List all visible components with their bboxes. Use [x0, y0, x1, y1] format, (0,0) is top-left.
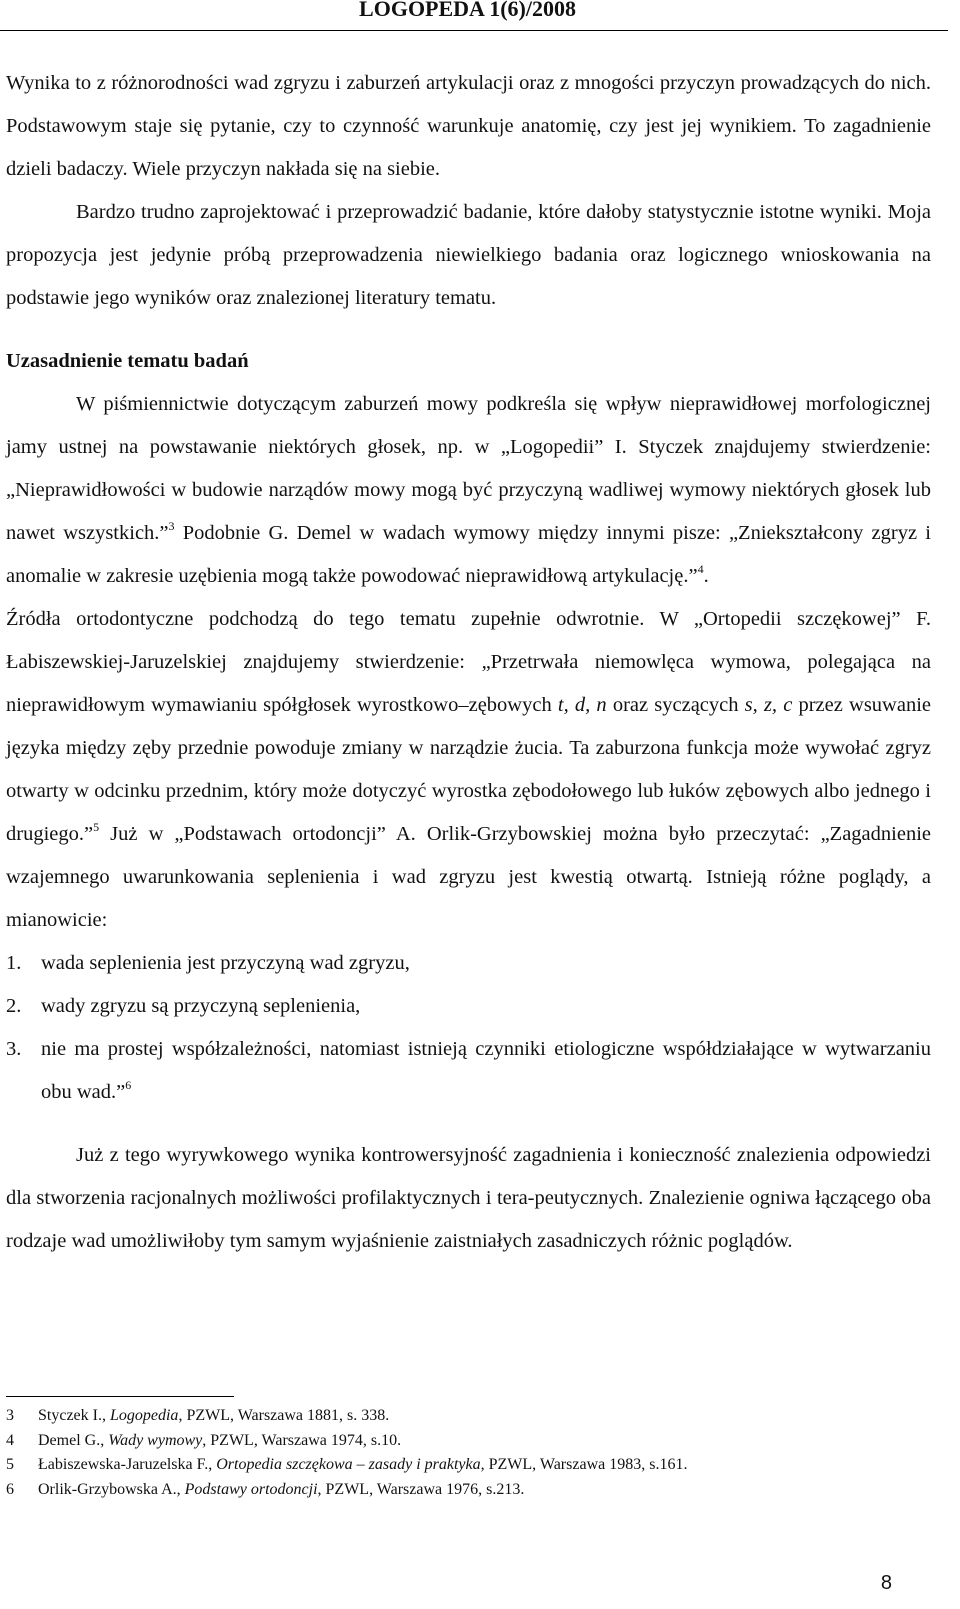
list-item — [6, 1028, 931, 1114]
footnote-title: Wady wymowy — [108, 1431, 203, 1449]
intro-paragraph-2: Bardzo trudno zaprojektować i przeprowadzić badanie, które dałoby statystycznie istotne wyniki. Moja propozycja jest jedynie próbą przeprowadzenia niewielkiego badania oraz logicznego wnioskowania na podstawie jego wyników oraz znalezionej literatury tematu. — [6, 201, 931, 309]
intro-paragraph-1: Wynika to z różnorodności wad zgryzu i zaburzeń artykulacji oraz z mnogości przyczyn prowadzących do nich. Podstawowym staje się pytanie, czy to czynność warunkuje anatomię, czy jest jej wynikiem. To zagadnienie dzieli badaczy. Wiele przyczyn nakłada się na siebie. — [6, 72, 931, 180]
footnote-details: , PZWL, Warszawa 1976, s.213. — [317, 1480, 525, 1498]
list-text: wady zgryzu są przyczyną seplenienia, — [41, 995, 361, 1017]
footnote-title: Logopedia — [109, 1407, 179, 1424]
section-paragraph-2 — [6, 598, 931, 942]
footnote-title: Ortopedia szczękowa – zasady i praktyka — [216, 1456, 481, 1473]
list-text: nie ma prostej współzależności, natomiast istnieją czynniki etiologiczne współdziałające w wytwarzaniu obu wad.” — [41, 1038, 931, 1103]
section-heading: Uzasadnienie tematu badań — [6, 350, 249, 372]
views-list — [6, 942, 931, 1114]
list-number: 2. — [6, 995, 22, 1017]
main-text — [6, 62, 931, 1263]
list-number: 3. — [6, 1038, 22, 1060]
footnote — [6, 1404, 931, 1429]
text-run: przez wsuwanie języka między zęby przednie powoduje zmiany w narządzie żucia. Ta zaburzona funkcja może wywołać zgryz otwarty w odcinku przednim, który może dotyczyć wyrostka zębodołowego lub łuków zębowych albo jednego i drugiego.” — [6, 694, 931, 845]
footnote-author: Łabiszewska-Jaruzelska F., — [38, 1456, 217, 1473]
text-run: Podobnie G. Demel w wadach wymowy między innymi pisze: „Zniekształcony zgryz i anomalie w zakresie uzębienia mogą także powodować nieprawidłową artykulację.” — [6, 522, 931, 587]
footnote — [6, 1478, 931, 1503]
footnote-number: 6 — [6, 1480, 14, 1498]
footnote-author: Orlik-Grzybowska A., — [38, 1480, 185, 1498]
footnote-ref-4: 4 — [697, 562, 704, 576]
text-run: W piśmiennictwie dotyczącym zaburzeń mowy podkreśla się wpływ nieprawidłowej morfologicznej jamy ustnej na powstawanie niektórych głosek, np. w „Logopedii” I. Styczek znajdujemy stwierdzenie: „Nieprawidłowości w budowie narządów mowy mogą być przyczyną wadliwej wymowy niektórych głosek lub nawet wszystkich.” — [6, 393, 931, 544]
footnote — [6, 1429, 931, 1454]
footnote — [6, 1453, 931, 1478]
list-item — [6, 985, 931, 1028]
section-paragraph-1 — [6, 383, 931, 598]
footnote-number: 4 — [6, 1431, 14, 1449]
footnote-details: , PZWL, Warszawa 1974, s.10. — [202, 1431, 402, 1449]
footnote-number: 5 — [6, 1456, 14, 1473]
text-run: oraz syczących — [606, 694, 745, 716]
footnote-author: Styczek I., — [38, 1407, 110, 1424]
italic-run: t, d, n — [557, 694, 607, 716]
list-item — [6, 942, 931, 985]
footnote-title: Podstawy ortodoncji — [184, 1480, 318, 1498]
footnote-ref-3: 3 — [168, 519, 175, 533]
running-header — [0, 0, 948, 31]
list-number: 1. — [6, 952, 22, 974]
text-run: Źródła ortodontyczne podchodzą do tego tematu zupełnie odwrotnie. W „Ortopedii szczękowej” F. Łabiszewskiej-Jaruzelskiej znajdujemy stwierdzenie: „Przetrwała niemowlęca wymowa, polegająca na nieprawidłowym wymawianiu spółgłosek wyrostkowo–zębowych — [6, 608, 931, 716]
footnote-ref-6: 6 — [125, 1078, 132, 1092]
list-text: wada seplenienia jest przyczyną wad zgryzu, — [41, 952, 410, 974]
footnote-author: Demel G., — [38, 1431, 109, 1449]
italic-run: s, z, c — [744, 694, 793, 716]
footnote-separator — [6, 1396, 234, 1397]
journal-title: LOGOPEDA 1(6)/2008 — [359, 0, 576, 21]
footnotes — [6, 1404, 931, 1502]
footnote-details: , PZWL, Warszawa 1881, s. 338. — [178, 1407, 390, 1424]
footnote-ref-5: 5 — [93, 820, 100, 834]
page-number: 8 — [880, 1572, 892, 1594]
text-run: Już w „Podstawach ortodoncji” A. Orlik-Grzybowskiej można było przeczytać: „Zagadnienie wzajemnego uwarunkowania seplenienia i wad zgryzu jest kwestią otwartą. Istnieją różne poglądy, a mianowicie: — [6, 823, 931, 931]
footnote-number: 3 — [6, 1407, 14, 1424]
section-paragraph-3: Już z tego wyrywkowego wynika kontrowersyjność zagadnienia i konieczność znalezienia odpowiedzi dla stworzenia racjonalnych możliwości profilaktycznych i tera-peutycznych. Znalezienie ogniwa łączącego oba rodzaje wad umożliwiłoby tym samym wyjaśnienie zaistniałych zasadniczych różnic poglądów. — [6, 1144, 931, 1252]
text-run: . — [703, 565, 709, 587]
footnote-details: , PZWL, Warszawa 1983, s.161. — [480, 1456, 688, 1473]
